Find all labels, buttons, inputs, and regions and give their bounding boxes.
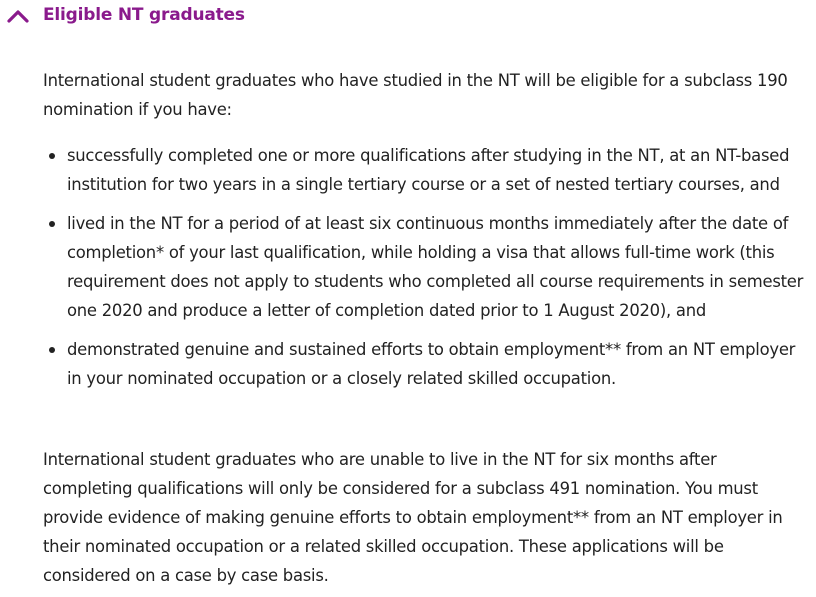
criteria-item-employment: demonstrated genuine and sustained efforts to obtain employment** from an NT employer in your nominated occupation or a closely related skilled occupation. bbox=[43, 335, 808, 393]
accordion-content bbox=[43, 66, 808, 590]
accordion-title[interactable]: Eligible NT graduates bbox=[43, 5, 245, 25]
intro-paragraph: International student graduates who have studied in the NT will be eligible for a subclass 190 nomination if you have: bbox=[43, 71, 788, 119]
criteria-item-residence: lived in the NT for a period of at least six continuous months immediately after the date of completion* of your last qualification, while holding a visa that allows full-time work (this requirement does not apply to students who completed all course requirements in semester one 2020 and produce a letter of completion dated prior to 1 August 2020), and bbox=[43, 209, 808, 325]
eligibility-criteria-list bbox=[43, 141, 808, 393]
accordion-header-eligible-nt-graduates[interactable] bbox=[0, 0, 816, 34]
chevron-up-icon[interactable] bbox=[6, 6, 30, 26]
criteria-item-qualification: successfully completed one or more qualifications after studying in the NT, at an NT-based institution for two years in a single tertiary course or a set of nested tertiary courses, and bbox=[43, 141, 808, 199]
subclass-491-note-paragraph: International student graduates who are unable to live in the NT for six months after completing qualifications will only be considered for a subclass 491 nomination. You must provide evidence of making genuine efforts to obtain employment** from an NT employer in their nominated occupation or a related skilled occupation. These applications will be considered on a case by case basis. bbox=[43, 450, 783, 585]
